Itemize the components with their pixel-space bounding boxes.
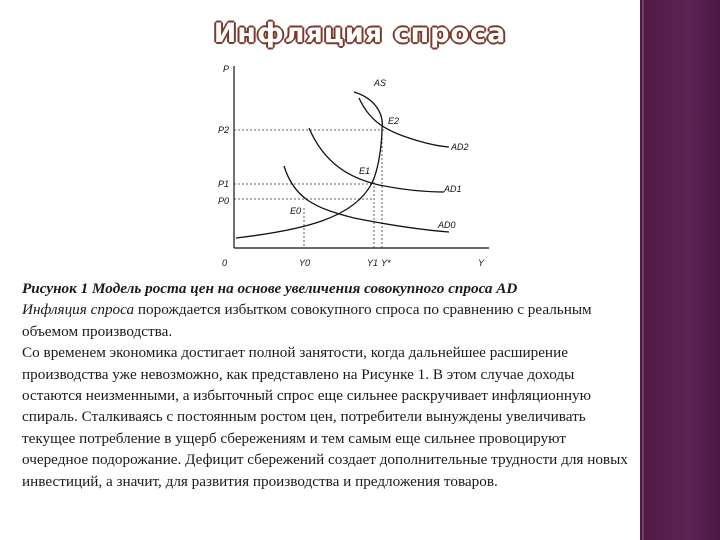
- ad-as-diagram: [214, 58, 504, 273]
- lead-text: порождается избытком совокупного спроса по сравнению с реальным объемом производства.: [22, 301, 592, 340]
- ad1-curve: [309, 128, 444, 192]
- label-e2: E2: [388, 116, 400, 126]
- label-e0: E0: [290, 206, 302, 216]
- band-divider: [642, 0, 644, 540]
- label-p: P: [223, 64, 230, 74]
- decorative-band: [640, 0, 720, 540]
- label-ystar: Y*: [381, 258, 391, 268]
- body-text: [22, 278, 634, 492]
- as-curve: [236, 92, 382, 238]
- label-as: AS: [374, 78, 387, 88]
- label-y1: Y1: [367, 258, 379, 268]
- label-p1: P1: [218, 179, 230, 189]
- label-ad2: AD2: [451, 142, 469, 152]
- ad2-curve: [359, 98, 449, 147]
- label-y0: Y0: [299, 258, 311, 268]
- figure-caption: Рисунок 1 Модель роста цен на основе увеличения совокупного спроса AD: [22, 280, 518, 297]
- label-e1: E1: [359, 166, 371, 176]
- label-ad1: AD1: [444, 184, 462, 194]
- slide-title: Инфляция спроса: [213, 18, 507, 49]
- lead-term: Инфляция спроса: [22, 301, 135, 319]
- label-origin: 0: [222, 258, 228, 268]
- lead-paragraph: [22, 299, 634, 342]
- main-paragraph: Со временем экономика достигает полной занятости, когда дальнейшее расширение производства уже невозможно, как представлено на Рисунке 1. В этом случае доходы остаются неизменными, а избыточный спрос еще сильнее раскручивает инфляционную спираль. Сталкиваясь с постоянным ростом цен, потребители вынуждены увеличивать текущее потребление в ущерб сбережениям и тем самым еще сильнее провоцируют очередное подорожание. Дефицит сбережений создает дополнительные трудности для новых инвестиций, а значит, для развития производства и предложения товаров.: [22, 344, 628, 490]
- label-ad0: AD0: [438, 220, 456, 230]
- label-y: Y: [478, 258, 485, 268]
- label-p2: P2: [218, 125, 230, 135]
- label-p0: P0: [218, 196, 230, 206]
